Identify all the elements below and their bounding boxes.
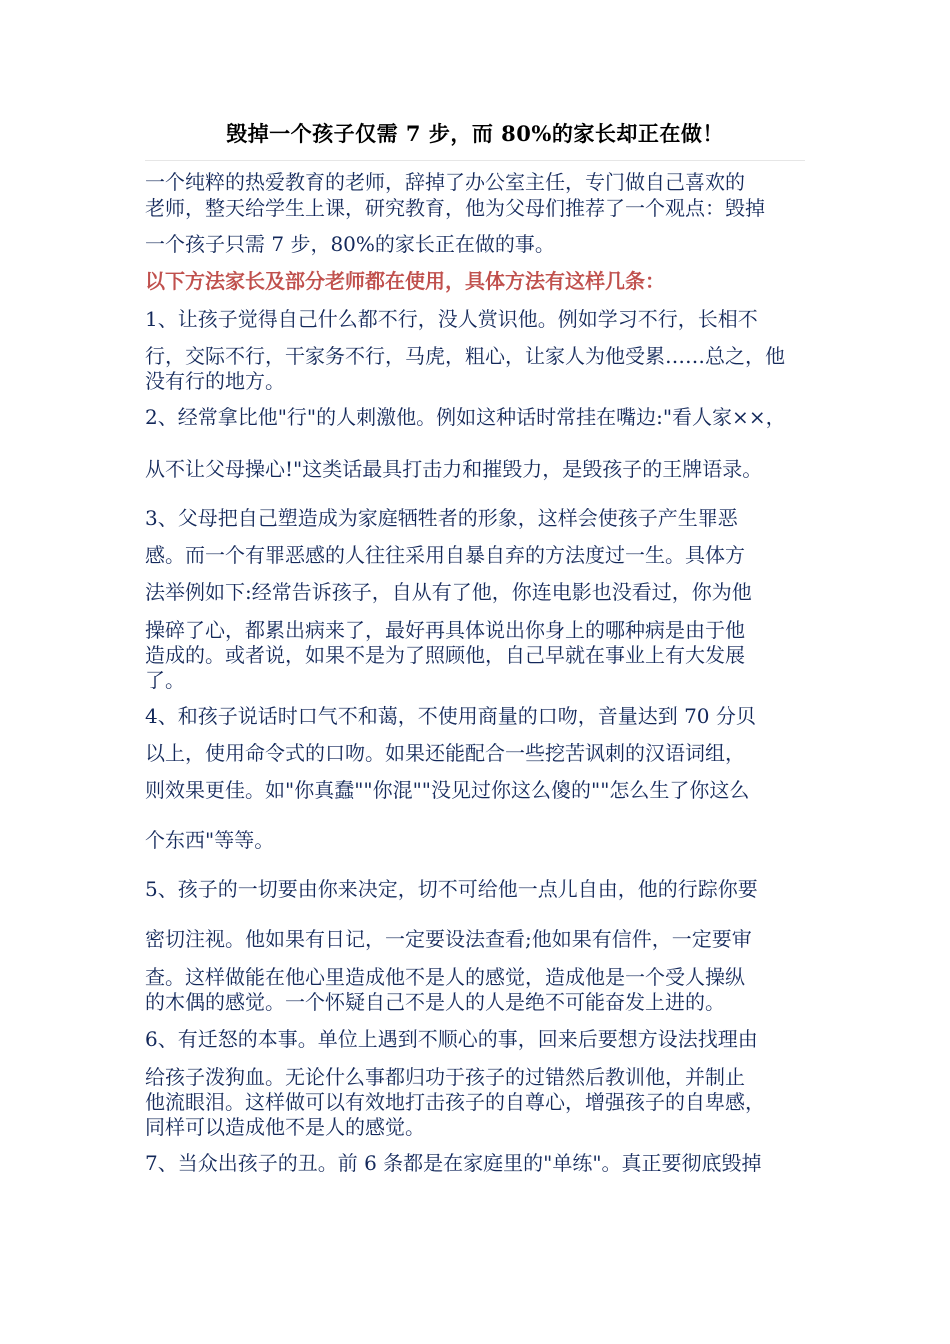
body-line-19: 个东西"等等。 [145,828,275,852]
section-heading: 以下方法家长及部分老师都在使用，具体方法有这样几条： [145,269,665,293]
body-line-3: 一个孩子只需 7 步，80%的家长正在做的事。 [145,232,555,256]
body-line-16: 4、和孩子说话时口气不和蔼，不使用商量的口吻，音量达到 70 分贝 [145,704,756,728]
body-line-17: 以上，使用命令式的口吻。如果还能配合一些挖苦讽刺的汉语词组， [145,741,745,765]
body-line-14: 造成的。或者说，如果不是为了照顾他，自己早就在事业上有大发展 [145,643,745,667]
title-divider [145,160,805,161]
body-line-8: 2、经常拿比他"行"的人刺激他。例如这种话时常挂在嘴边:"看人家××， [145,405,786,429]
body-line-20: 5、孩子的一切要由你来决定，切不可给他一点儿自由，他的行踪你要 [145,877,758,901]
body-line-10: 3、父母把自己塑造成为家庭牺牲者的形象，这样会使孩子产生罪恶 [145,506,738,530]
body-line-21: 密切注视。他如果有日记，一定要设法查看;他如果有信件，一定要审 [145,927,752,951]
body-line-24: 6、有迁怒的本事。单位上遇到不顺心的事，回来后要想方设法找理由 [145,1027,758,1051]
body-line-7: 没有行的地方。 [145,369,285,393]
document-title: 毁掉一个孩子仅需 7 步，而 80%的家长却正在做！ [226,121,724,146]
body-line-5: 1、让孩子觉得自己什么都不行，没人赏识他。例如学习不行，长相不 [145,307,758,331]
body-line-27: 同样可以造成他不是人的感觉。 [145,1115,425,1139]
body-line-11: 感。而一个有罪恶感的人往往采用自暴自弃的方法度过一生。具体方 [145,543,745,567]
body-line-2: 老师，整天给学生上课，研究教育，他为父母们推荐了一个观点：毁掉 [145,196,765,220]
body-line-28: 7、当众出孩子的丑。前 6 条都是在家庭里的"单练"。真正要彻底毁掉 [145,1151,762,1175]
body-line-22: 查。这样做能在他心里造成他不是人的感觉，造成他是一个受人操纵 [145,965,745,989]
body-line-15: 了。 [145,668,185,692]
body-line-13: 操碎了心，都累出病来了，最好再具体说出你身上的哪种病是由于他 [145,618,745,642]
body-line-25: 给孩子泼狗血。无论什么事都归功于孩子的过错然后教训他，并制止 [145,1065,745,1089]
body-line-1: 一个纯粹的热爱教育的老师，辞掉了办公室主任，专门做自己喜欢的 [145,170,745,194]
body-line-23: 的木偶的感觉。一个怀疑自己不是人的人是绝不可能奋发上进的。 [145,990,725,1014]
body-line-18: 则效果更佳。如"你真蠢""你混""没见过你这么傻的""怎么生了你这么 [145,778,750,802]
body-line-9: 从不让父母操心!"这类话最具打击力和摧毁力，是毁孩子的王牌语录。 [145,457,763,481]
body-line-6: 行，交际不行，干家务不行，马虎，粗心，让家人为他受累……总之，他 [145,344,785,368]
body-line-12: 法举例如下:经常告诉孩子，自从有了他，你连电影也没看过，你为他 [145,580,752,604]
body-line-26: 他流眼泪。这样做可以有效地打击孩子的自尊心，增强孩子的自卑感， [145,1090,765,1114]
